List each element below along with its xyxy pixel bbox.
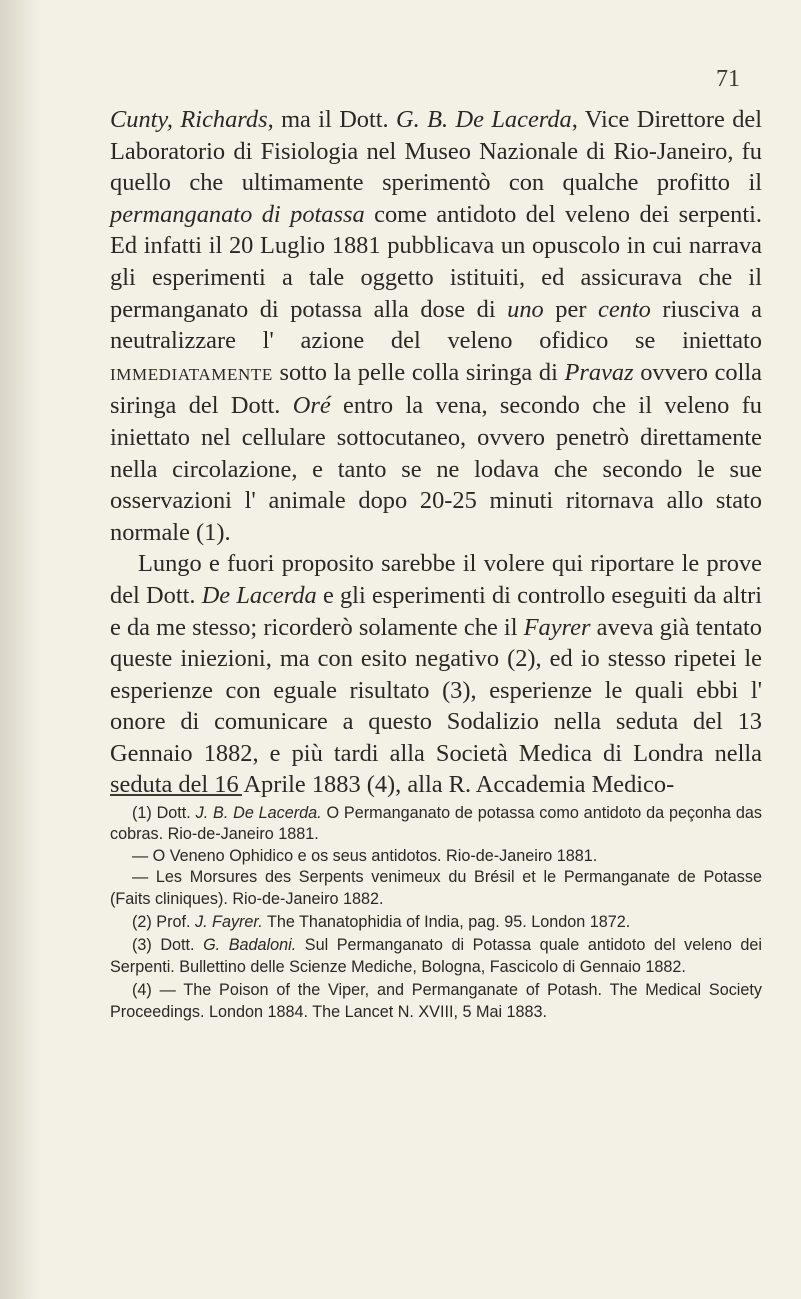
text-run: come antidoto del veleno dei serpenti. Ed infatti il 20 Luglio 1881 pubblicava un opuscolo in cui narrava gli esperimenti a tale oggetto istituiti, ed assicurava che il permanganato di potassa alla dose di	[110, 200, 762, 323]
footnotes	[110, 803, 762, 1023]
footnote-1	[110, 803, 762, 846]
page-spine-shadow	[0, 0, 40, 1299]
text-run: (2) Prof.	[132, 913, 195, 932]
author-name: De Lacerda	[201, 581, 317, 609]
text-run: (1) Dott.	[132, 804, 196, 822]
author-name: G. B. De Lacerda	[396, 106, 572, 133]
text-run: per	[543, 295, 599, 323]
footnote-2	[110, 912, 762, 933]
author-name: J. Fayrer.	[194, 913, 263, 932]
emphasis-term: permanganato di potassa	[110, 200, 365, 228]
author-name: Fayrer	[523, 613, 591, 641]
text-run: sotto la pelle colla siringa di	[272, 358, 565, 386]
footnote-separator	[110, 794, 242, 796]
footnote-1-continuation: — O Veneno Ophidico e os seus antidotos. Rio-de-Janeiro 1881.	[132, 846, 598, 865]
author-names: Cunty, Richards	[110, 106, 268, 133]
paragraph-1	[110, 104, 762, 548]
emphasis-term: uno	[507, 295, 544, 323]
footnote-1-continuation: — Les Morsures des Serpents venimeux du Brésil et le Permanganate de Potasse (Faits cliniques). Rio-de-Janeiro 1882.	[110, 868, 762, 908]
text-run: riusciva a neutralizzare l' azione del veleno ofidico se iniettato	[110, 295, 762, 355]
main-text	[110, 104, 762, 801]
paragraph-2	[110, 548, 762, 801]
text-run: ovvero colla siringa del Dott.	[110, 358, 762, 420]
text-run: e gli esperimenti di controllo eseguiti da altri e da me stesso; ricorderò solamente che il	[110, 581, 762, 641]
small-caps-term: IMMEDIATAMENTE	[110, 364, 273, 384]
emphasis-term: cento	[598, 295, 651, 323]
text-run: Sul Permanganato di Potassa quale antidoto del veleno dei Serpenti. Bullettino delle Scienze Mediche, Bologna, Fascicolo di Gennaio 1882.	[110, 936, 762, 976]
text-run: entro la vena, secondo che il veleno fu iniettato nel cellulare sottocutaneo, ovvero penetrò direttamente nella circolazione, e tanto se ne lodava che secondo le sue osservazioni l' animale dopo 20-25 minuti ritornava allo stato normale (1).	[110, 392, 763, 546]
emphasis-term: Pravaz	[564, 358, 634, 386]
text-run: The Thanatophidia of India, pag. 95. London 1872.	[262, 913, 631, 932]
footnote-4: (4) — The Poison of the Viper, and Permanganate of Potash. The Medical Society Proceedings. London 1884. The Lancet N. XVIII, 5 Mai 1883.	[110, 981, 762, 1021]
text-run: , Vice Direttore del Laboratorio di Fisiologia nel Museo Nazionale di Rio-Janeiro, fu quello che ultimamente sperimentò con qualche profitto il	[110, 106, 762, 197]
author-name: G. Badaloni.	[203, 936, 297, 955]
text-run: , ma il Dott.	[267, 106, 397, 133]
page-number: 71	[716, 66, 740, 92]
text-run: (3) Dott.	[132, 936, 204, 955]
author-name: J. B. De Lacerda.	[195, 804, 322, 822]
emphasis-term: Oré	[292, 392, 331, 420]
text-run: Lungo e fuori proposito sarebbe il volere qui riportare le prove del Dott.	[110, 550, 762, 609]
text-run: aveva già tentato queste iniezioni, ma con esito negativo (2), ed io stesso ripetei le esperienze con eguale risultato (3), esperienze le quali ebbi l' onore di comunicare a questo Sodalizio nella seduta del 13 Gennaio 1882, e più tardi alla Società Medica di Londra nella seduta del 16 Aprile 1883 (4), alla R. Accademia Medico-	[110, 613, 762, 799]
footnote-3	[110, 935, 762, 978]
text-run: O Permanganato de potassa como antidoto da peçonha das cobras. Rio-de-Janeiro 1881.	[110, 804, 762, 844]
